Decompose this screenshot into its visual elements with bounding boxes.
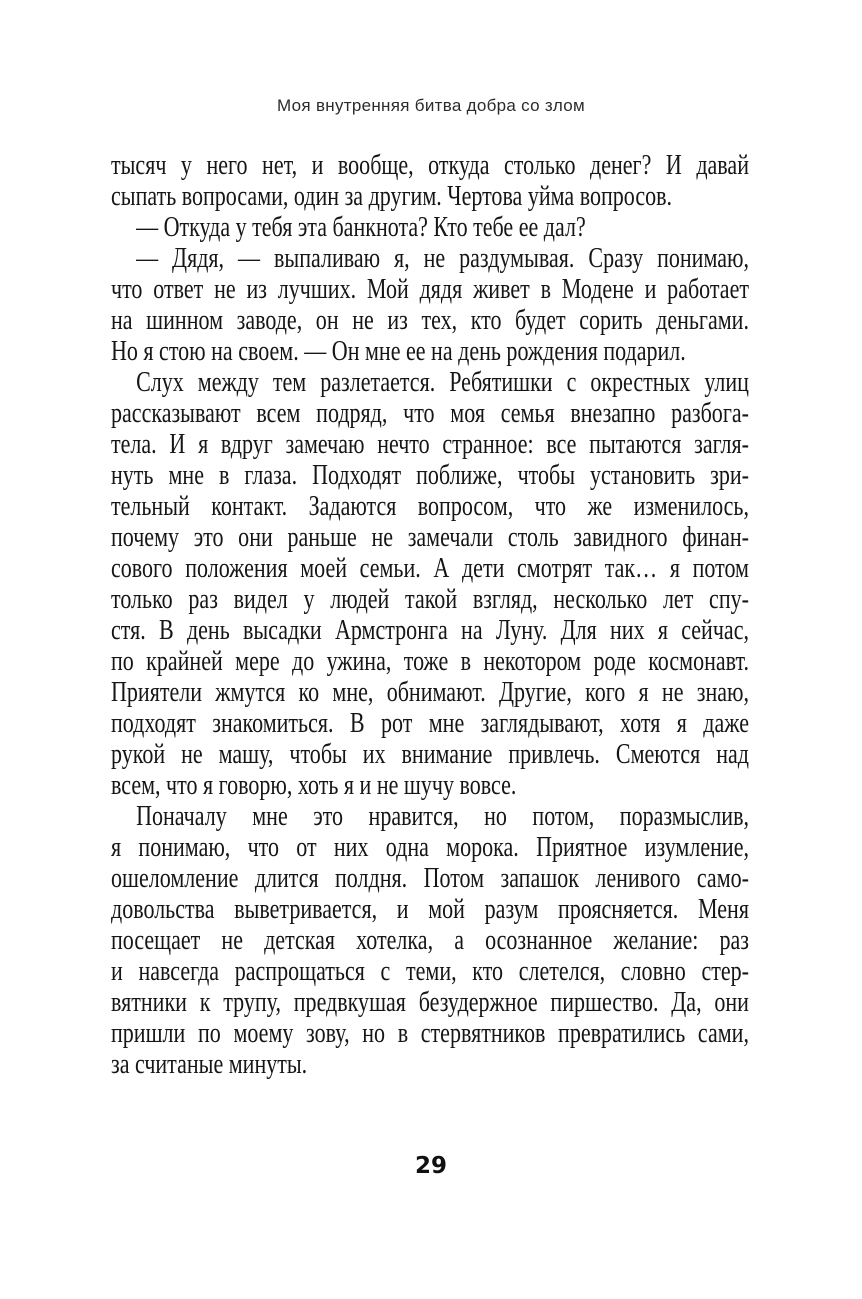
text-line: — Дядя, — выпаливаю я, не раздумывая. Сразу понимаю, — [136, 242, 749, 274]
text-line: за считаные минуты. — [111, 1048, 308, 1080]
text-line: Поначалу мне это нравится, но потом, поразмыслив, — [136, 800, 749, 832]
text-line: посещает не детская хотелка, а осознанное желание: раз — [111, 924, 749, 956]
text-line: вятники к трупу, предвкушая безудержное пиршество. Да, они — [111, 986, 749, 1018]
text-line: сового положения моей семьи. А дети смотрят так… я потом — [111, 552, 749, 584]
text-line: всем, что я говорю, хоть я и не шучу вовсе. — [111, 769, 517, 801]
text-line: рассказывают всем подряд, что моя семья внезапно разбога- — [111, 397, 749, 429]
text-line: я понимаю, что от них одна морока. Приятное изумление, — [111, 831, 749, 863]
text-line: на шинном заводе, он не из тех, кто будет сорить деньгами. — [111, 304, 749, 336]
body-text — [111, 150, 749, 1080]
text-line: ошеломление длится полдня. Потом запашок ленивого само- — [111, 862, 749, 894]
text-line: — Откуда у тебя эта банкнота? Кто тебе ее дал? — [136, 211, 586, 243]
text-line: тысяч у него нет, и вообще, откуда столько денег? И давай — [111, 149, 749, 181]
text-line: нуть мне в глаза. Подходят поближе, чтобы установить зри- — [111, 459, 749, 491]
text-line: Приятели жмутся ко мне, обнимают. Другие, кого я не знаю, — [111, 676, 749, 708]
text-line: сыпать вопросами, один за другим. Чертова уйма вопросов. — [111, 180, 673, 212]
text-line: тела. И я вдруг замечаю нечто странное: все пытаются загля- — [111, 428, 749, 460]
text-line: подходят знакомиться. В рот мне заглядывают, хотя я даже — [111, 707, 749, 739]
text-line: Но я стою на своем. — Он мне ее на день рождения подарил. — [111, 335, 686, 367]
text-line: что ответ не из лучших. Мой дядя живет в Модене и работает — [111, 273, 749, 305]
text-line: стя. В день высадки Армстронга на Луну. Для них я сейчас, — [111, 614, 749, 646]
text-line: довольства выветривается, и мой разум проясняется. Меня — [111, 893, 749, 925]
text-line: тельный контакт. Задаются вопросом, что же изменилось, — [111, 490, 749, 522]
text-line: пришли по моему зову, но в стервятников превратились сами, — [111, 1017, 749, 1049]
page-number: 29 — [414, 1153, 447, 1179]
text-line: по крайней мере до ужина, тоже в некотором роде космонавт. — [111, 645, 749, 677]
text-line: рукой не машу, чтобы их внимание привлечь. Смеются над — [111, 738, 749, 770]
text-line: и навсегда распрощаться с теми, кто слетелся, словно стер- — [111, 955, 749, 987]
running-title: Моя внутренняя битва добра со злом — [277, 96, 585, 115]
text-line: почему это они раньше не замечали столь завидного финан- — [111, 521, 749, 553]
text-line: только раз видел у людей такой взгляд, несколько лет спу- — [111, 583, 749, 615]
text-line: Слух между тем разлетается. Ребятишки с окрестных улиц — [136, 366, 749, 398]
